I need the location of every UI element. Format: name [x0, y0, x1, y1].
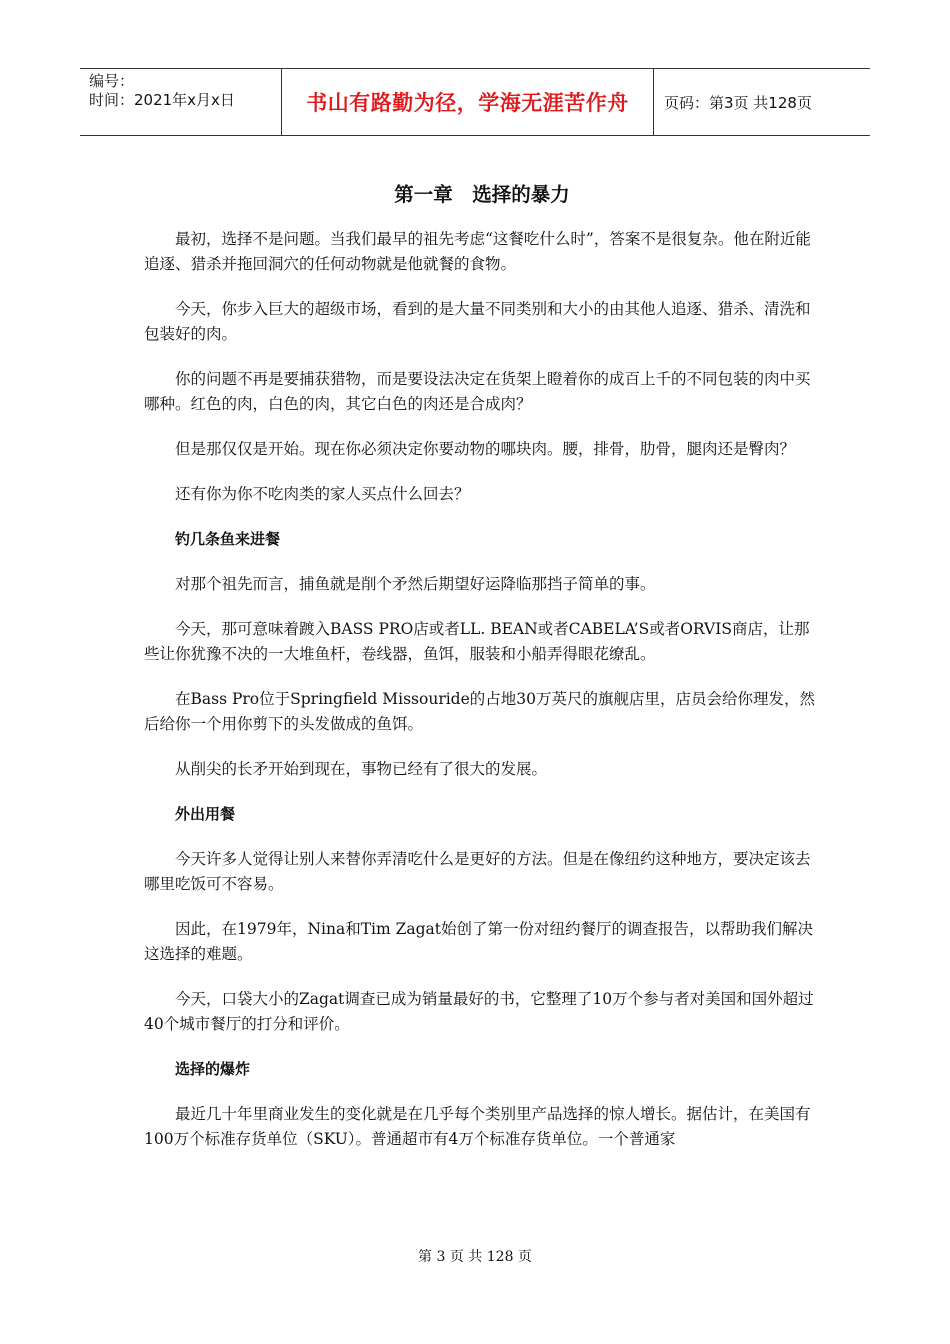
time-label: 时间：2021年x月x日: [89, 91, 235, 109]
document-body: [144, 180, 820, 1172]
motto: 书山有路勤为径，学海无涯苦作舟: [306, 91, 629, 115]
paragraph: 最初，选择不是问题。当我们最早的祖先考虑“这餐吃什么时”，答案不是很复杂。他在附近能追逐、猎杀并拖回洞穴的任何动物就是他就餐的食物。: [144, 230, 811, 273]
paragraph: 今天，那可意味着踱入BASS PRO店或者LL. BEAN或者CABELA’S或者ORVIS商店，让那些让你犹豫不决的一大堆鱼杆，卷线器，鱼饵，服装和小船弄得眼花缭乱。: [144, 620, 810, 663]
section-heading: 钓几条鱼来进餐: [175, 530, 281, 548]
paragraph: 你的问题不再是要捕获猎物，而是要设法决定在货架上瞪着你的成百上千的不同包装的肉中买哪种。红色的肉，白色的肉，其它白色的肉还是合成肉？: [144, 370, 811, 413]
section-heading: 外出用餐: [175, 805, 236, 823]
paragraph: 因此，在1979年，Nina和Tim Zagat始创了第一份对纽约餐厅的调查报告，以帮助我们解决这选择的难题。: [144, 920, 814, 963]
paragraph: 今天，你步入巨大的超级市场，看到的是大量不同类别和大小的由其他人追逐、猎杀、清洗和包装好的肉。: [144, 300, 811, 343]
paragraph: 对那个祖先而言，捕鱼就是削个矛然后期望好运降临那挡子简单的事。: [175, 575, 656, 593]
number-label: 编号：: [89, 72, 135, 90]
chapter-title: 第一章 选择的暴力: [394, 183, 570, 206]
paragraph: 今天，口袋大小的Zagat调查已成为销量最好的书，它整理了10万个参与者对美国和国外超过40个城市餐厅的打分和评价。: [144, 990, 814, 1033]
paragraph: 但是那仅仅是开始。现在你必须决定你要动物的哪块肉。腰，排骨，肋骨，腿肉还是臀肉？: [175, 440, 796, 458]
paragraph: 从削尖的长矛开始到现在，事物已经有了很大的发展。: [175, 760, 548, 778]
paragraph: 还有你为你不吃肉类的家人买点什么回去？: [175, 485, 470, 503]
paragraph: 在Bass Pro位于Springfield Missouride的占地30万英尺的旗舰店里，店员会给你理发，然后给你一个用你剪下的头发做成的鱼饵。: [144, 690, 816, 733]
header-page-cell: [654, 69, 870, 135]
section-heading: 选择的爆炸: [175, 1060, 251, 1078]
paragraph: 最近几十年里商业发生的变化就是在几乎每个类别里产品选择的惊人增长。据估计，在美国有100万个标准存货单位（SKU）。普通超市有4万个标准存货单位。一个普通家: [144, 1105, 811, 1148]
header-motto-cell: [281, 69, 654, 135]
body-flow: [144, 227, 820, 1152]
page-footer: 第 3 页 共 128 页: [418, 1249, 532, 1265]
header-table: [80, 68, 870, 136]
header-left-cell: [80, 69, 281, 135]
paragraph: 今天许多人觉得让别人来替你弄清吃什么是更好的方法。但是在像纽约这种地方，要决定该去哪里吃饭可不容易。: [144, 850, 811, 893]
page-label: 页码：第3页 共128页: [664, 93, 812, 112]
